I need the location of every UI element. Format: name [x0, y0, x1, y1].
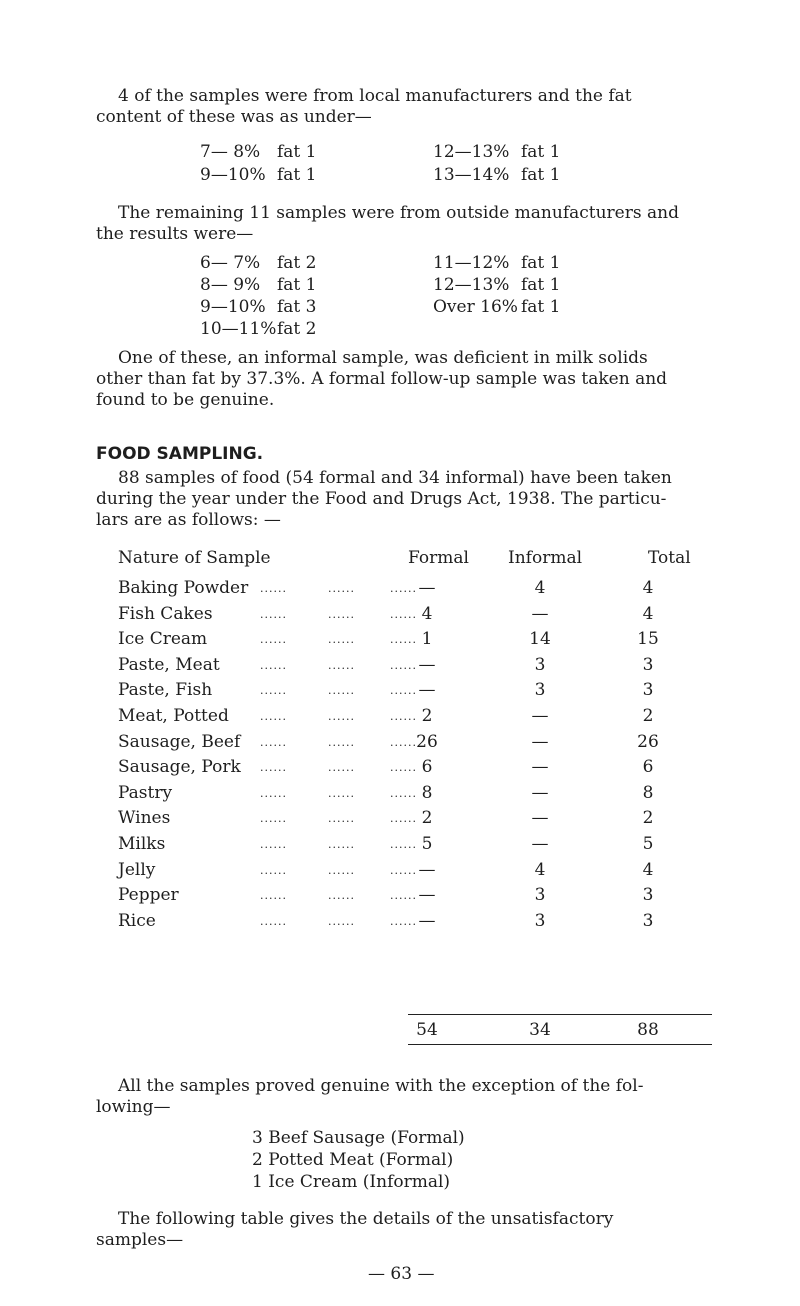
leader-dots: ......: [260, 659, 287, 672]
result-fat: fat 2: [277, 253, 317, 273]
table-cell-formal: 2: [421, 706, 433, 726]
leader-dots: ......: [328, 684, 355, 697]
leader-dots: ......: [390, 633, 417, 646]
table-row-name: Paste, Fish: [118, 680, 213, 700]
intro-line-1: 4 of the samples were from local manufacturers and the fat: [118, 86, 632, 106]
result-range: 9—10%: [200, 165, 266, 185]
table-cell-total: 2: [642, 706, 654, 726]
table-row-name: Milks: [118, 834, 166, 854]
table-row-name: Paste, Meat: [118, 655, 220, 675]
total-informal: 34: [529, 1020, 551, 1040]
leader-dots: ......: [328, 889, 355, 902]
food-line-2: during the year under the Food and Drugs Act, 1938. The particu-: [96, 489, 667, 509]
leader-dots: ......: [260, 889, 287, 902]
table-cell-total: 8: [642, 783, 654, 803]
leader-dots: ......: [328, 812, 355, 825]
table-cell-informal: —: [531, 757, 549, 777]
table-cell-total: 15: [637, 629, 659, 649]
table-cell-formal: 2: [421, 808, 433, 828]
result-fat: fat 3: [277, 297, 317, 317]
leader-dots: ......: [260, 787, 287, 800]
leader-dots: ......: [328, 659, 355, 672]
table-cell-formal: 4: [421, 604, 433, 624]
table-cell-total: 3: [642, 911, 654, 931]
table-cell-informal: 4: [534, 578, 546, 598]
leader-dots: ......: [260, 608, 287, 621]
leader-dots: ......: [260, 710, 287, 723]
table-cell-informal: 3: [534, 680, 546, 700]
result-fat: fat 1: [521, 165, 561, 185]
table-cell-total: 3: [642, 655, 654, 675]
leader-dots: ......: [328, 787, 355, 800]
header-total: Total: [648, 548, 691, 568]
result-range: 9—10%: [200, 297, 266, 317]
outside-line-1: The remaining 11 samples were from outside manufacturers and: [118, 203, 679, 223]
leader-dots: ......: [328, 736, 355, 749]
leader-dots: ......: [390, 582, 417, 595]
leader-dots: ......: [390, 684, 417, 697]
total-rule-top: [408, 1014, 712, 1015]
leader-dots: ......: [390, 608, 417, 621]
section-heading: FOOD SAMPLING.: [96, 444, 264, 464]
leader-dots: ......: [390, 787, 417, 800]
result-range: 10—11%: [200, 319, 277, 339]
result-range: 7— 8%: [200, 142, 261, 162]
table-cell-formal: 26: [416, 732, 438, 752]
table-cell-formal: —: [418, 578, 436, 598]
leader-dots: ......: [390, 761, 417, 774]
leader-dots: ......: [390, 659, 417, 672]
table-cell-formal: 1: [421, 629, 433, 649]
table-cell-informal: —: [531, 732, 549, 752]
table-cell-formal: —: [418, 680, 436, 700]
leader-dots: ......: [390, 736, 417, 749]
table-cell-formal: —: [418, 860, 436, 880]
table-cell-total: 26: [637, 732, 659, 752]
table-cell-informal: —: [531, 834, 549, 854]
leader-dots: ......: [390, 838, 417, 851]
final-line-2: samples—: [96, 1230, 184, 1250]
leader-dots: ......: [260, 736, 287, 749]
leader-dots: ......: [328, 838, 355, 851]
header-informal: Informal: [508, 548, 583, 568]
result-fat: fat 1: [521, 253, 561, 273]
leader-dots: ......: [260, 915, 287, 928]
total-total: 88: [637, 1020, 659, 1040]
result-range: 8— 9%: [200, 275, 261, 295]
table-cell-total: 6: [642, 757, 654, 777]
leader-dots: ......: [328, 582, 355, 595]
result-fat: fat 1: [521, 275, 561, 295]
exception-item: 1 Ice Cream (Informal): [252, 1172, 451, 1192]
result-range: 12—13%: [433, 142, 510, 162]
result-fat: fat 1: [521, 142, 561, 162]
leader-dots: ......: [260, 812, 287, 825]
food-line-1: 88 samples of food (54 formal and 34 informal) have been taken: [118, 468, 672, 488]
result-range: Over 16%: [433, 297, 518, 317]
table-cell-informal: —: [531, 604, 549, 624]
leader-dots: ......: [328, 710, 355, 723]
exception-item: 3 Beef Sausage (Formal): [252, 1128, 465, 1148]
leader-dots: ......: [260, 838, 287, 851]
table-cell-total: 5: [642, 834, 654, 854]
leader-dots: ......: [328, 608, 355, 621]
deficient-line-3: found to be genuine.: [96, 390, 275, 410]
leader-dots: ......: [390, 864, 417, 877]
total-rule-bottom: [408, 1044, 712, 1045]
table-cell-informal: 14: [529, 629, 551, 649]
table-row-name: Sausage, Pork: [118, 757, 241, 777]
table-row-name: Baking Powder: [118, 578, 249, 598]
result-range: 12—13%: [433, 275, 510, 295]
table-cell-informal: 3: [534, 911, 546, 931]
table-row-name: Jelly: [118, 860, 156, 880]
table-row-name: Fish Cakes: [118, 604, 213, 624]
result-range: 11—12%: [433, 253, 510, 273]
table-cell-total: 4: [642, 604, 654, 624]
table-cell-formal: 6: [421, 757, 433, 777]
table-cell-formal: —: [418, 655, 436, 675]
leader-dots: ......: [260, 761, 287, 774]
leader-dots: ......: [390, 710, 417, 723]
genuine-line-2: lowing—: [96, 1097, 171, 1117]
table-row-name: Pastry: [118, 783, 173, 803]
intro-line-2: content of these was as under—: [96, 107, 372, 127]
header-formal: Formal: [408, 548, 469, 568]
result-range: 6— 7%: [200, 253, 261, 273]
final-line-1: The following table gives the details of the unsatisfactory: [118, 1209, 614, 1229]
leader-dots: ......: [328, 761, 355, 774]
table-row-name: Pepper: [118, 885, 179, 905]
result-fat: fat 1: [277, 275, 317, 295]
table-cell-formal: —: [418, 885, 436, 905]
table-cell-formal: 8: [421, 783, 433, 803]
result-fat: fat 2: [277, 319, 317, 339]
table-row-name: Meat, Potted: [118, 706, 229, 726]
table-cell-informal: 4: [534, 860, 546, 880]
header-nature: Nature of Sample: [118, 548, 271, 568]
leader-dots: ......: [260, 633, 287, 646]
leader-dots: ......: [390, 889, 417, 902]
table-row-name: Sausage, Beef: [118, 732, 241, 752]
leader-dots: ......: [328, 915, 355, 928]
table-cell-total: 4: [642, 860, 654, 880]
leader-dots: ......: [390, 915, 417, 928]
table-cell-informal: —: [531, 808, 549, 828]
table-row-name: Rice: [118, 911, 156, 931]
table-cell-formal: —: [418, 911, 436, 931]
outside-line-2: the results were—: [96, 224, 254, 244]
table-cell-total: 3: [642, 885, 654, 905]
table-cell-informal: —: [531, 783, 549, 803]
table-row-name: Wines: [118, 808, 171, 828]
table-cell-total: 4: [642, 578, 654, 598]
table-cell-informal: 3: [534, 885, 546, 905]
leader-dots: ......: [260, 864, 287, 877]
leader-dots: ......: [390, 812, 417, 825]
leader-dots: ......: [328, 864, 355, 877]
leader-dots: ......: [260, 684, 287, 697]
table-cell-informal: —: [531, 706, 549, 726]
leader-dots: ......: [260, 582, 287, 595]
table-cell-informal: 3: [534, 655, 546, 675]
genuine-line-1: All the samples proved genuine with the exception of the fol-: [118, 1076, 644, 1096]
deficient-line-2: other than fat by 37.3%. A formal follow-up sample was taken and: [96, 369, 668, 389]
page-number: — 63 —: [368, 1264, 435, 1284]
result-fat: fat 1: [277, 165, 317, 185]
exception-item: 2 Potted Meat (Formal): [252, 1150, 454, 1170]
table-row-name: Ice Cream: [118, 629, 208, 649]
food-line-3: lars are as follows: —: [96, 510, 281, 530]
leader-dots: ......: [328, 633, 355, 646]
table-cell-total: 3: [642, 680, 654, 700]
result-range: 13—14%: [433, 165, 510, 185]
table-cell-total: 2: [642, 808, 654, 828]
result-fat: fat 1: [521, 297, 561, 317]
table-cell-formal: 5: [421, 834, 433, 854]
deficient-line-1: One of these, an informal sample, was deficient in milk solids: [118, 348, 648, 368]
result-fat: fat 1: [277, 142, 317, 162]
total-formal: 54: [416, 1020, 438, 1040]
